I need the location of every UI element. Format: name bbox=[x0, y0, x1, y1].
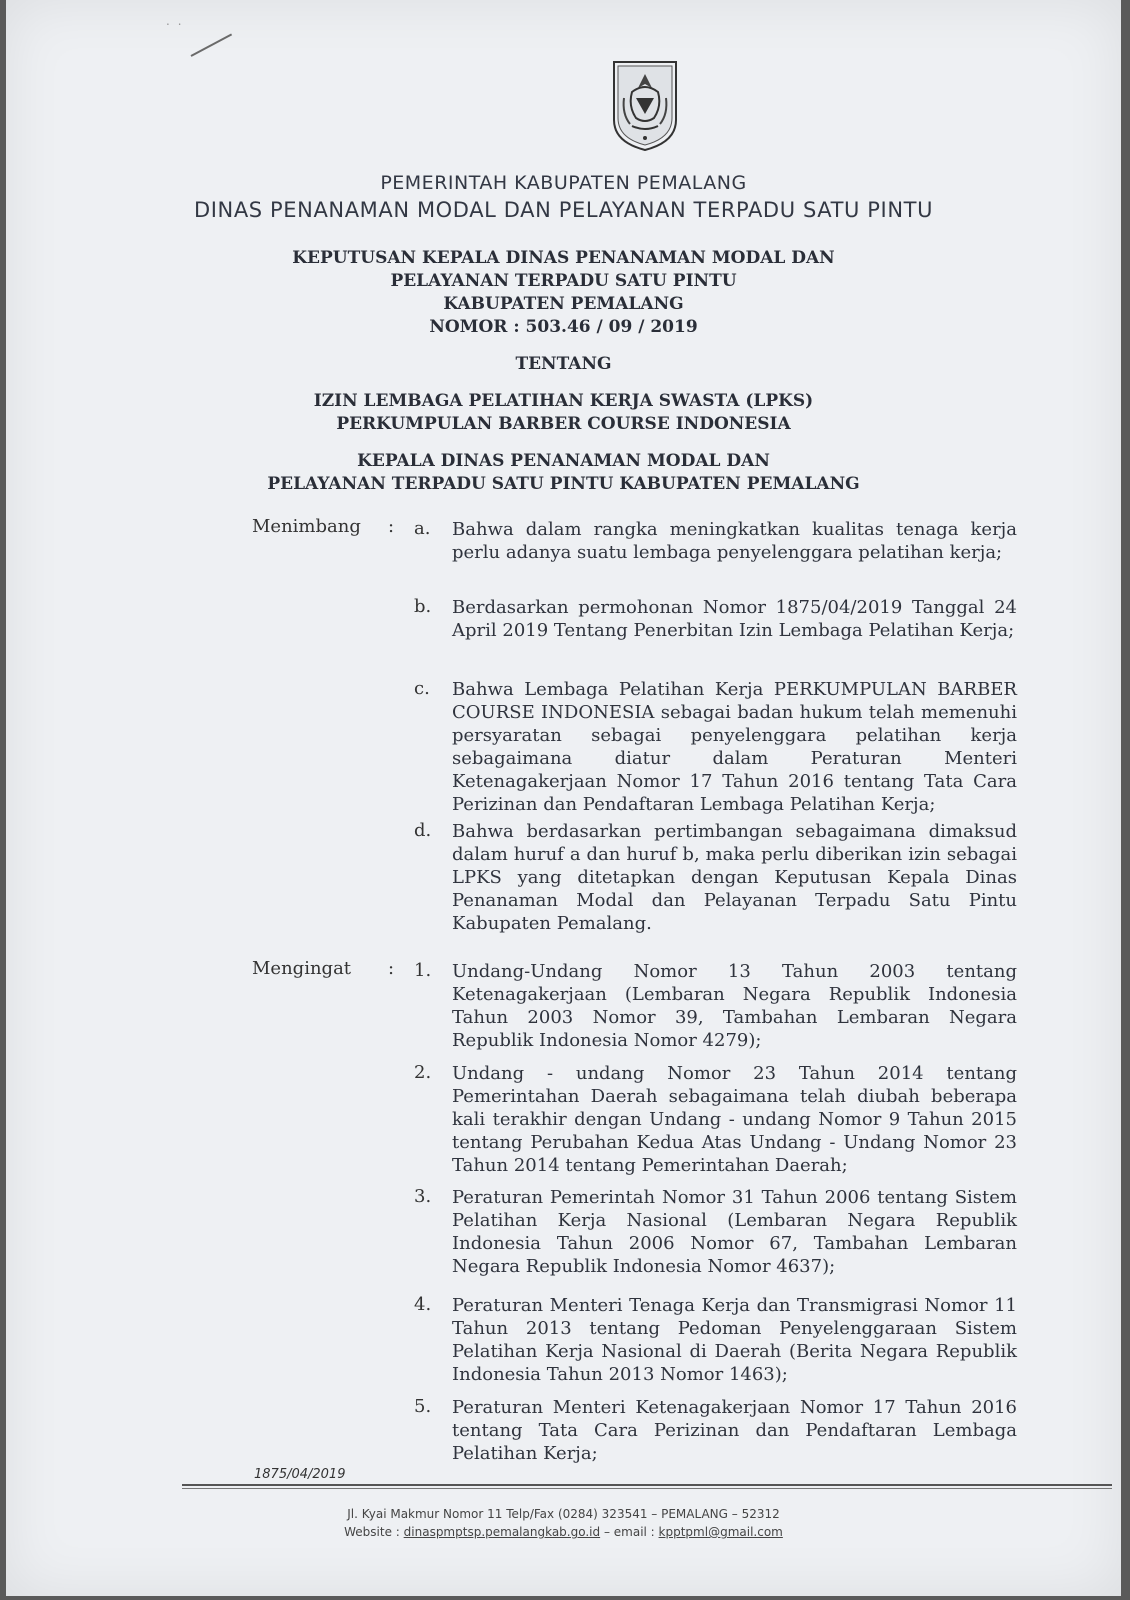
authority-line-1: KEPALA DINAS PENANAMAN MODAL DAN bbox=[357, 451, 770, 471]
mengingat-item-5: Peraturan Menteri Ketenagakerjaan Nomor 17 Tahun 2016 tentang Tata Cara Perizinan dan Pendaftaran Lembaga Pelatihan Kerja; bbox=[452, 1397, 1017, 1464]
menimbang-marker-a: a. bbox=[414, 518, 431, 539]
footer-rule-thin bbox=[182, 1488, 1112, 1489]
pencil-mark bbox=[191, 34, 233, 57]
document-page bbox=[6, 0, 1121, 1596]
subject-line-2: PERKUMPULAN BARBER COURSE INDONESIA bbox=[336, 414, 791, 434]
mengingat-marker-4: 4. bbox=[414, 1294, 432, 1315]
mengingat-item-3: Peraturan Pemerintah Nomor 31 Tahun 2006 tentang Sistem Pelatihan Kerja Nasional (Lembaran Negara Republik Indonesia Tahun 2006 Nomor 67, Tambahan Lembaran Negara Republik Indonesia Nomor 4637); bbox=[452, 1187, 1017, 1277]
email-label: – email : bbox=[603, 1525, 655, 1539]
menimbang-item-a: Bahwa dalam rangka meningkatkan kualitas tenaga kerja perlu adanya suatu lembaga penyelenggara pelatihan kerja; bbox=[452, 519, 1017, 563]
decree-title-line-2: PELAYANAN TERPADU SATU PINTU bbox=[390, 271, 737, 291]
mengingat-item-1: Undang-Undang Nomor 13 Tahun 2003 tentang Ketenagakerjaan (Lembaran Negara Republik Indonesia Tahun 2003 Nomor 39, Tambahan Lembaran Negara Republik Indonesia Nomor 4279); bbox=[452, 961, 1017, 1051]
menimbang-item-d: Bahwa berdasarkan pertimbangan sebagaimana dimaksud dalam huruf a dan huruf b, maka perlu diberikan izin sebagai LPKS yang ditetapkan dengan Keputusan Kepala Dinas Penanaman Modal dan Pelayanan Terpadu Satu Pintu Kabupaten Pemalang. bbox=[452, 821, 1017, 934]
website-label: Website : bbox=[344, 1525, 400, 1539]
menimbang-item-c: Bahwa Lembaga Pelatihan Kerja PERKUMPULAN BARBER COURSE INDONESIA sebagai badan hukum telah memenuhi persyaratan sebagai penyelenggara pelatihan kerja sebagaimana diatur dalam Peraturan Menteri Ketenagakerjaan Nomor 17 Tahun 2016 tentang Tata Cara Perizinan dan Pendaftaran Lembaga Pelatihan Kerja; bbox=[452, 679, 1017, 815]
footer-contact bbox=[6, 1525, 1121, 1539]
mengingat-item-2: Undang - undang Nomor 23 Tahun 2014 tentang Pemerintahan Daerah sebagaimana telah diubah beberapa kali terakhir dengan Undang - undang Nomor 9 Tahun 2015 tentang Perubahan Kedua Atas Undang - Undang Nomor 23 Tahun 2014 tentang Pemerintahan Daerah; bbox=[452, 1063, 1017, 1176]
footer-rule bbox=[182, 1484, 1112, 1486]
menimbang-marker-c: c. bbox=[414, 678, 430, 699]
menimbang-item-b: Berdasarkan permohonan Nomor 1875/04/2019 Tanggal 24 April 2019 Tentang Penerbitan Izin Lembaga Pelatihan Kerja; bbox=[452, 597, 1017, 641]
email-link[interactable]: kpptpml@gmail.com bbox=[658, 1525, 783, 1539]
menimbang-colon: : bbox=[388, 516, 395, 537]
tentang-heading: TENTANG bbox=[515, 354, 612, 374]
mengingat-marker-1: 1. bbox=[414, 960, 432, 981]
mengingat-label: Mengingat bbox=[252, 958, 352, 979]
mengingat-colon: : bbox=[388, 958, 395, 979]
decree-title-line-1: KEPUTUSAN KEPALA DINAS PENANAMAN MODAL DAN bbox=[292, 248, 835, 268]
decree-title-line-3: KABUPATEN PEMALANG bbox=[443, 294, 684, 314]
subject-line-1: IZIN LEMBAGA PELATIHAN KERJA SWASTA (LPKS) bbox=[313, 391, 814, 411]
website-link[interactable]: dinaspmptsp.pemalangkab.go.id bbox=[403, 1525, 601, 1539]
footer-address: Jl. Kyai Makmur Nomor 11 Telp/Fax (0284) 323541 – PEMALANG – 52312 bbox=[347, 1507, 780, 1521]
reference-number: 1875/04/2019 bbox=[254, 1467, 346, 1482]
menimbang-marker-b: b. bbox=[414, 596, 432, 617]
regency-emblem-icon bbox=[610, 58, 680, 153]
header-government: PEMERINTAH KABUPATEN PEMALANG bbox=[380, 172, 747, 194]
mengingat-item-4: Peraturan Menteri Tenaga Kerja dan Transmigrasi Nomor 11 Tahun 2013 tentang Pedoman Penyelenggaraan Sistem Pelatihan Kerja Nasional di Daerah (Berita Negara Republik Indonesia Tahun 2013 Nomor 1463); bbox=[452, 1295, 1017, 1385]
menimbang-label: Menimbang bbox=[252, 516, 361, 537]
mengingat-marker-2: 2. bbox=[414, 1062, 432, 1083]
authority-line-2: PELAYANAN TERPADU SATU PINTU KABUPATEN PEMALANG bbox=[267, 474, 860, 494]
decree-number: NOMOR : 503.46 / 09 / 2019 bbox=[429, 317, 698, 337]
mengingat-marker-3: 3. bbox=[414, 1186, 432, 1207]
scribble-mark: ⋅⋅ bbox=[166, 18, 190, 31]
menimbang-marker-d: d. bbox=[414, 820, 432, 841]
mengingat-marker-5: 5. bbox=[414, 1396, 432, 1417]
header-agency: DINAS PENANAMAN MODAL DAN PELAYANAN TERPADU SATU PINTU bbox=[193, 198, 934, 222]
